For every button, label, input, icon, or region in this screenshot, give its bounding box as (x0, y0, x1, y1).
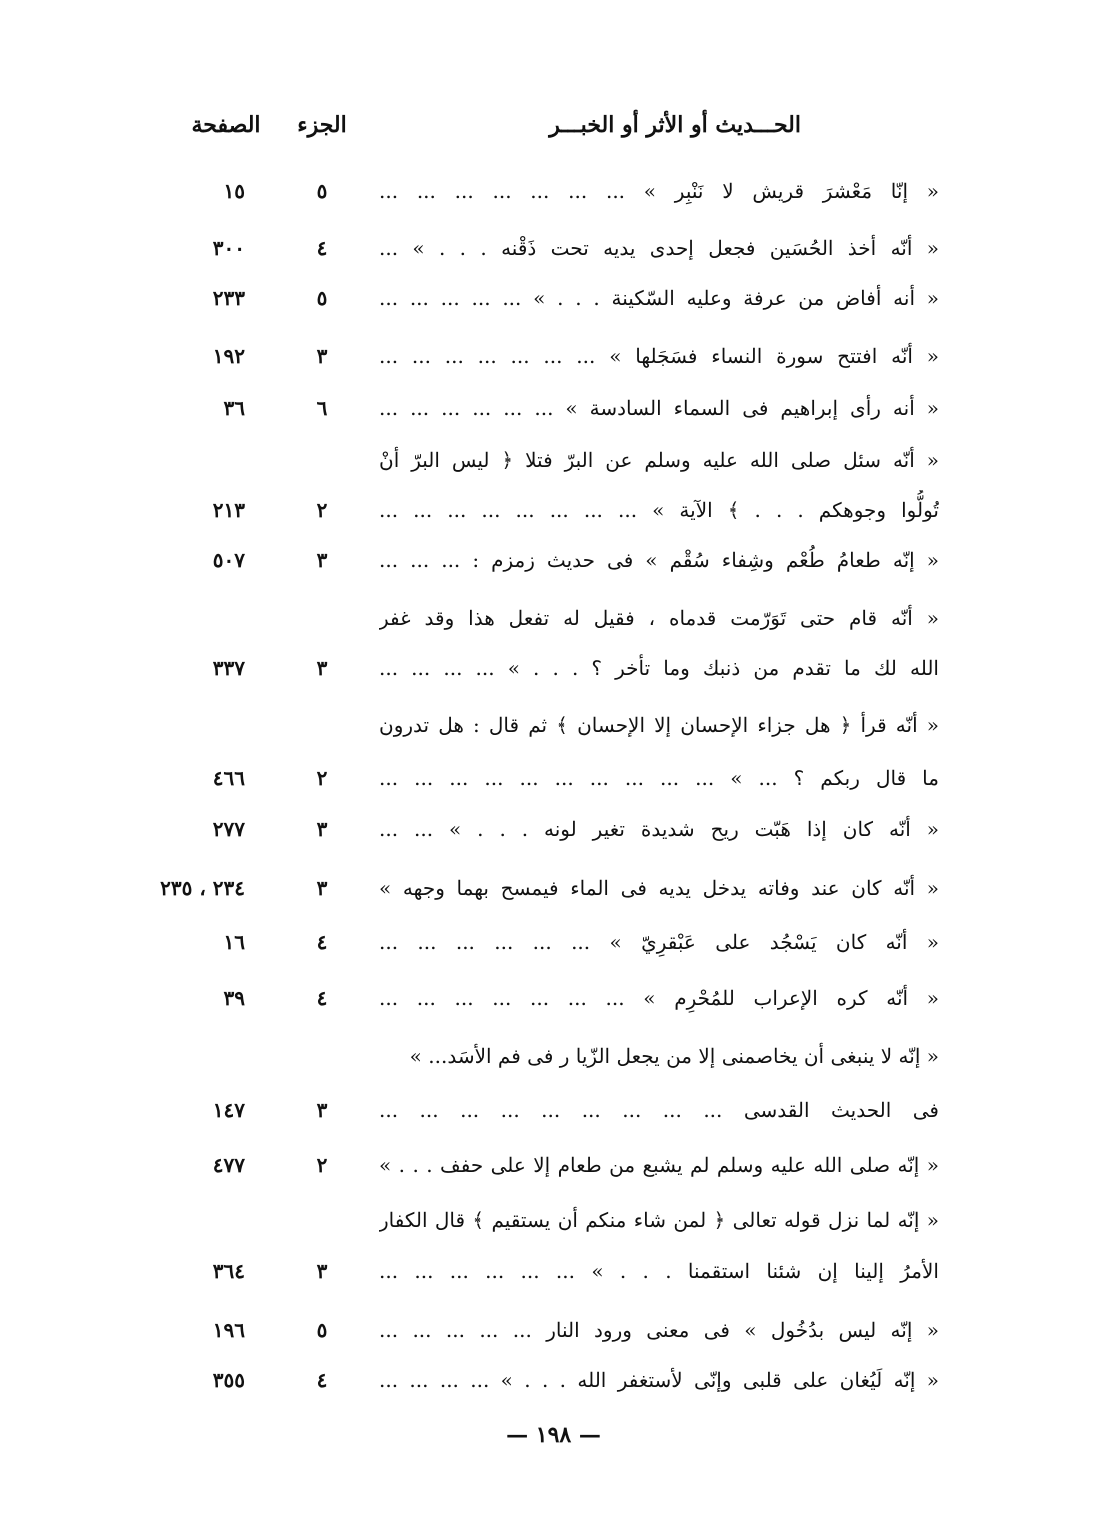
entry-text: تُولُّوا وجوهكم . . . ﴾ الآية » ... ... ... ... ... ... ... ... (379, 498, 939, 522)
entry-text: « أنّه سئل صلى الله عليه وسلم عن البرّ فتلا ﴿ ليس البرّ أنْ (379, 448, 939, 472)
entry-text: « أنّه كره الإعراب للمُحْرِم » ... ... ... ... ... ... ... (379, 986, 939, 1010)
entry-page: ٤٧٧ (212, 1153, 245, 1177)
entry-juz: ٣ (316, 656, 328, 680)
table-row (0, 336, 1107, 376)
entry-juz: ٢ (316, 1153, 328, 1177)
entry-text: « إنّه طعامُ طُعْم وشِفاء سُقْم » فى حديث زمزم : ... ... ... (379, 548, 939, 572)
entry-text: « إنّا مَعْشرَ قريش لا نَنْبِر » ... ... ... ... ... ... ... (379, 179, 939, 203)
table-row (0, 1200, 1107, 1240)
header-juz-column: الجزء (297, 112, 347, 138)
entry-text: « إنّه لَيُغان على قلبى وإنّى لأستغفر الله . . . » ... ... ... ... (379, 1368, 939, 1392)
table-row (0, 705, 1107, 745)
entry-juz: ٢ (316, 498, 328, 522)
table-row (0, 171, 1107, 211)
entry-text: « أنّه كان عند وفاته يدخل يديه فى الماء فيمسح بهما وجهه » (379, 876, 939, 900)
table-row (0, 868, 1107, 908)
header-text-column: الحـــديث أو الأثر أو الخبـــر (549, 112, 801, 138)
table-row (0, 388, 1107, 428)
entry-page: ٢٣٣ (212, 286, 245, 310)
table-row (0, 278, 1107, 318)
entry-page: ٢١٣ (212, 498, 245, 522)
entry-juz: ٣ (316, 1259, 328, 1283)
table-row (0, 1251, 1107, 1291)
entry-text: « أنه رأى إبراهيم فى السماء السادسة » ... ... ... ... ... ... (379, 396, 939, 420)
entry-juz: ٣ (316, 876, 328, 900)
entry-juz: ٥ (316, 286, 328, 310)
entry-page: ٤٦٦ (212, 766, 245, 790)
entry-text: « أنّه قرأ ﴿ هل جزاء الإحسان إلا الإحسان ﴾ ثم قال : هل تدرون (379, 713, 939, 737)
entry-text: « أنّه افتتح سورة النساء فسَجَلها » ... ... ... ... ... ... ... (379, 344, 939, 368)
entry-juz: ٥ (316, 1318, 328, 1342)
entry-text: « أنّه قام حتى تَوَرّمت قدماه ، فقيل له تفعل هذا وقد غفر (379, 606, 939, 630)
page-number: — ١٩٨ — (506, 1422, 601, 1448)
entry-juz: ٤ (316, 236, 328, 260)
entry-page: ٥٠٧ (212, 548, 245, 572)
entry-page: ٣٥٥ (212, 1368, 245, 1392)
table-row (0, 809, 1107, 849)
entry-page: ٣٦٤ (212, 1259, 245, 1283)
entry-text: الله لك ما تقدم من ذنبك وما تأخر ؟ . . . » ... ... ... ... (379, 656, 939, 680)
entry-text: « إنّه صلى الله عليه وسلم لم يشبع من طعام إلا على حفف . . . » (379, 1153, 939, 1177)
entry-juz: ٢ (316, 766, 328, 790)
table-row (0, 228, 1107, 268)
entry-text: فى الحديث القدسى ... ... ... ... ... ... ... ... ... (379, 1098, 939, 1122)
entry-page: ٢٧٧ (212, 817, 245, 841)
table-row (0, 978, 1107, 1018)
table-row (0, 1036, 1107, 1076)
entry-juz: ٣ (316, 1098, 328, 1122)
table-row (0, 1310, 1107, 1350)
entry-juz: ٤ (316, 930, 328, 954)
entry-text: ما قال ربكم ؟ ... » ... ... ... ... ... ... ... ... ... ... (379, 766, 939, 790)
table-row (0, 440, 1107, 480)
table-row (0, 648, 1107, 688)
table-row (0, 758, 1107, 798)
entry-juz: ٣ (316, 344, 328, 368)
entry-page: ١٦ (223, 930, 245, 954)
entry-page: ٢٣٤ ، ٢٣٥ (160, 876, 245, 900)
entry-text: « أنّه كان إذا هَبّت ريح شديدة تغير لونه . . . » ... ... (379, 817, 939, 841)
entry-text: الأمرُ إلينا إن شئنا استقمنا . . . » ... ... ... ... ... ... (379, 1259, 939, 1283)
entry-page: ١٥ (223, 179, 245, 203)
entry-juz: ٣ (316, 817, 328, 841)
entry-juz: ٣ (316, 548, 328, 572)
entry-text: « إنّه لا ينبغى أن يخاصمنى إلا من يجعل الزّيا ر فى فم الأسَد... » (409, 1044, 939, 1068)
entry-text: « أنّه كان يَسْجُد على عَبْقرِيّ » ... ... ... ... ... ... (379, 930, 939, 954)
entry-juz: ٦ (316, 396, 328, 420)
entry-page: ٣٦ (223, 396, 245, 420)
entry-page: ٣٠٠ (212, 236, 245, 260)
entry-juz: ٤ (316, 1368, 328, 1392)
entry-text: « إنّه لما نزل قوله تعالى ﴿ لمن شاء منكم أن يستقيم ﴾ قال الكفار (379, 1208, 939, 1232)
table-row (0, 1145, 1107, 1185)
entry-text: « أنه أفاض من عرفة وعليه السّكينة . . . » ... ... ... ... ... (379, 286, 939, 310)
entry-page: ٣٣٧ (212, 656, 245, 680)
entry-juz: ٥ (316, 179, 328, 203)
table-row (0, 540, 1107, 580)
header-page-column: الصفحة (191, 112, 261, 138)
table-row (0, 1090, 1107, 1130)
table-row (0, 922, 1107, 962)
table-row (0, 598, 1107, 638)
entry-text: « أنّه أخذ الحُسَين فجعل إحدى يديه تحت ذَقْنه . . . » ... (379, 236, 939, 260)
entry-page: ١٤٧ (212, 1098, 245, 1122)
table-row (0, 490, 1107, 530)
table-row (0, 1360, 1107, 1400)
entry-text: « إنّه ليس بدُخُول » فى معنى ورود النار ... ... ... ... ... (379, 1318, 939, 1342)
entry-page: ١٩٢ (212, 344, 245, 368)
entry-juz: ٤ (316, 986, 328, 1010)
entry-page: ٣٩ (223, 986, 245, 1010)
entry-page: ١٩٦ (212, 1318, 245, 1342)
